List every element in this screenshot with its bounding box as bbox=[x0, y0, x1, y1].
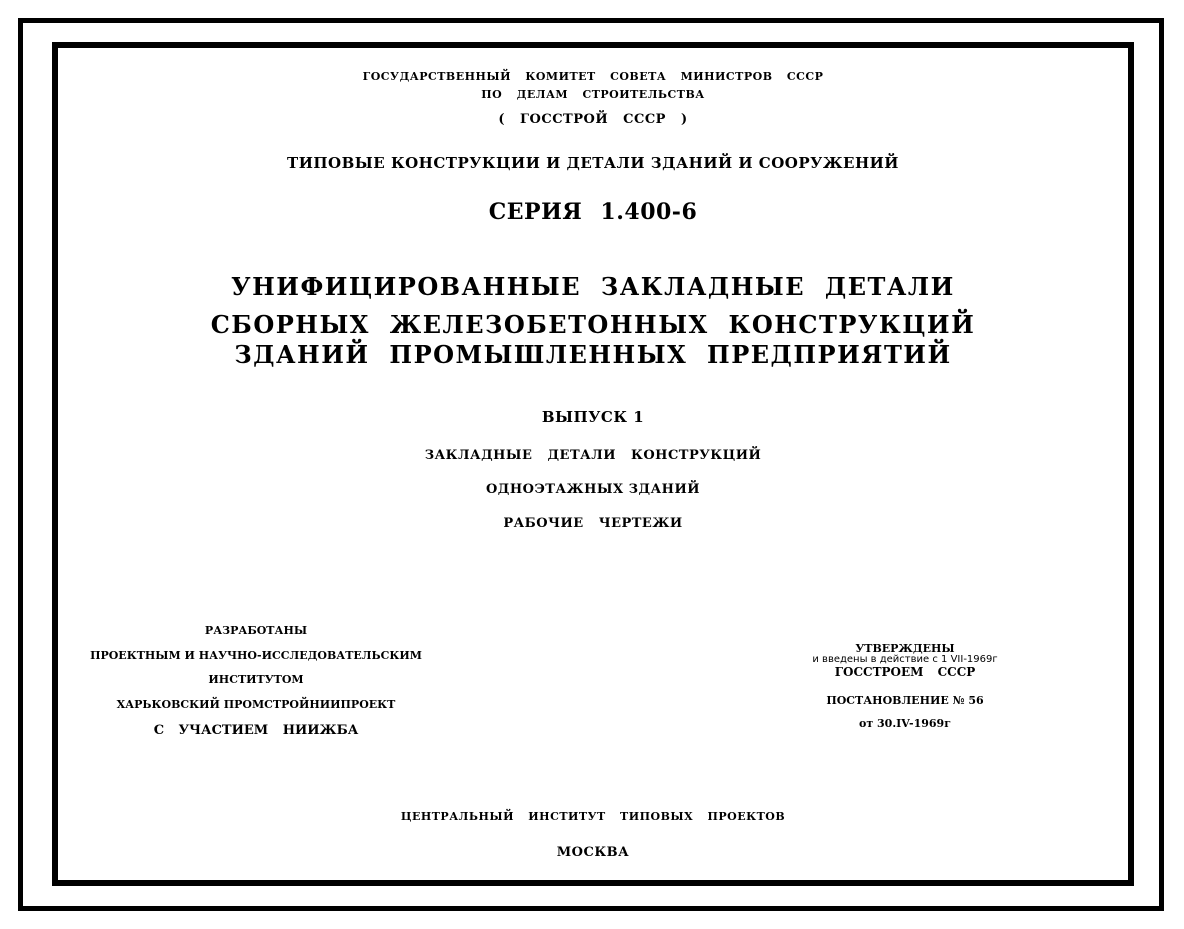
main-title-line-3: ЗДАНИЙ ПРОМЫШЛЕННЫХ ПРЕДПРИЯТИЙ bbox=[234, 340, 952, 369]
developed-line-5: С УЧАСТИЕМ НИИЖБА bbox=[153, 723, 359, 738]
developed-line-2: ПРОЕКТНЫМ И НАУЧНО-ИССЛЕДОВАТЕЛЬСКИМ bbox=[90, 649, 422, 662]
main-title-line-2: СБОРНЫХ ЖЕЛЕЗОБЕТОННЫХ КОНСТРУКЦИЙ bbox=[210, 310, 976, 339]
category-title: ТИПОВЫЕ КОНСТРУКЦИИ И ДЕТАЛИ ЗДАНИЙ И СООРУЖЕНИЙ bbox=[287, 154, 899, 172]
approved-line-4: ПОСТАНОВЛЕНИЕ № 56 bbox=[826, 694, 984, 707]
approved-line-1: УТВЕРЖДЕНЫ bbox=[855, 642, 955, 655]
approved-line-3: ГОССТРОЕМ СССР bbox=[834, 665, 976, 679]
header-line-3: ( ГОССТРОЙ СССР ) bbox=[498, 112, 688, 127]
header-line-1: ГОСУДАРСТВЕННЫЙ КОМИТЕТ СОВЕТА МИНИСТРОВ СССР bbox=[362, 70, 824, 83]
subtitle-line-3: РАБОЧИЕ ЧЕРТЕЖИ bbox=[503, 516, 683, 531]
developed-line-3: ИНСТИТУТОМ bbox=[208, 673, 304, 686]
city: МОСКВА bbox=[556, 845, 630, 860]
header-line-2: ПО ДЕЛАМ СТРОИТЕЛЬСТВА bbox=[481, 88, 705, 101]
subtitle-line-1: ЗАКЛАДНЫЕ ДЕТАЛИ КОНСТРУКЦИЙ bbox=[424, 448, 762, 463]
series-title: СЕРИЯ 1.400-6 bbox=[488, 199, 698, 225]
publisher: ЦЕНТРАЛЬНЫЙ ИНСТИТУТ ТИПОВЫХ ПРОЕКТОВ bbox=[400, 810, 786, 823]
main-title-line-1: УНИФИЦИРОВАННЫЕ ЗАКЛАДНЫЕ ДЕТАЛИ bbox=[231, 272, 955, 301]
approved-line-2: и введены в действие с 1 VII-1969г bbox=[812, 654, 998, 665]
developed-line-4: ХАРЬКОВСКИЙ ПРОМСТРОЙНИИПРОЕКТ bbox=[116, 698, 396, 711]
issue-title: ВЫПУСК 1 bbox=[541, 408, 645, 426]
approved-line-5: от 30.IV-1969г bbox=[859, 717, 951, 730]
subtitle-line-2: ОДНОЭТАЖНЫХ ЗДАНИЙ bbox=[485, 482, 701, 497]
title-sheet bbox=[52, 42, 1134, 886]
developed-line-1: РАЗРАБОТАНЫ bbox=[204, 624, 308, 637]
